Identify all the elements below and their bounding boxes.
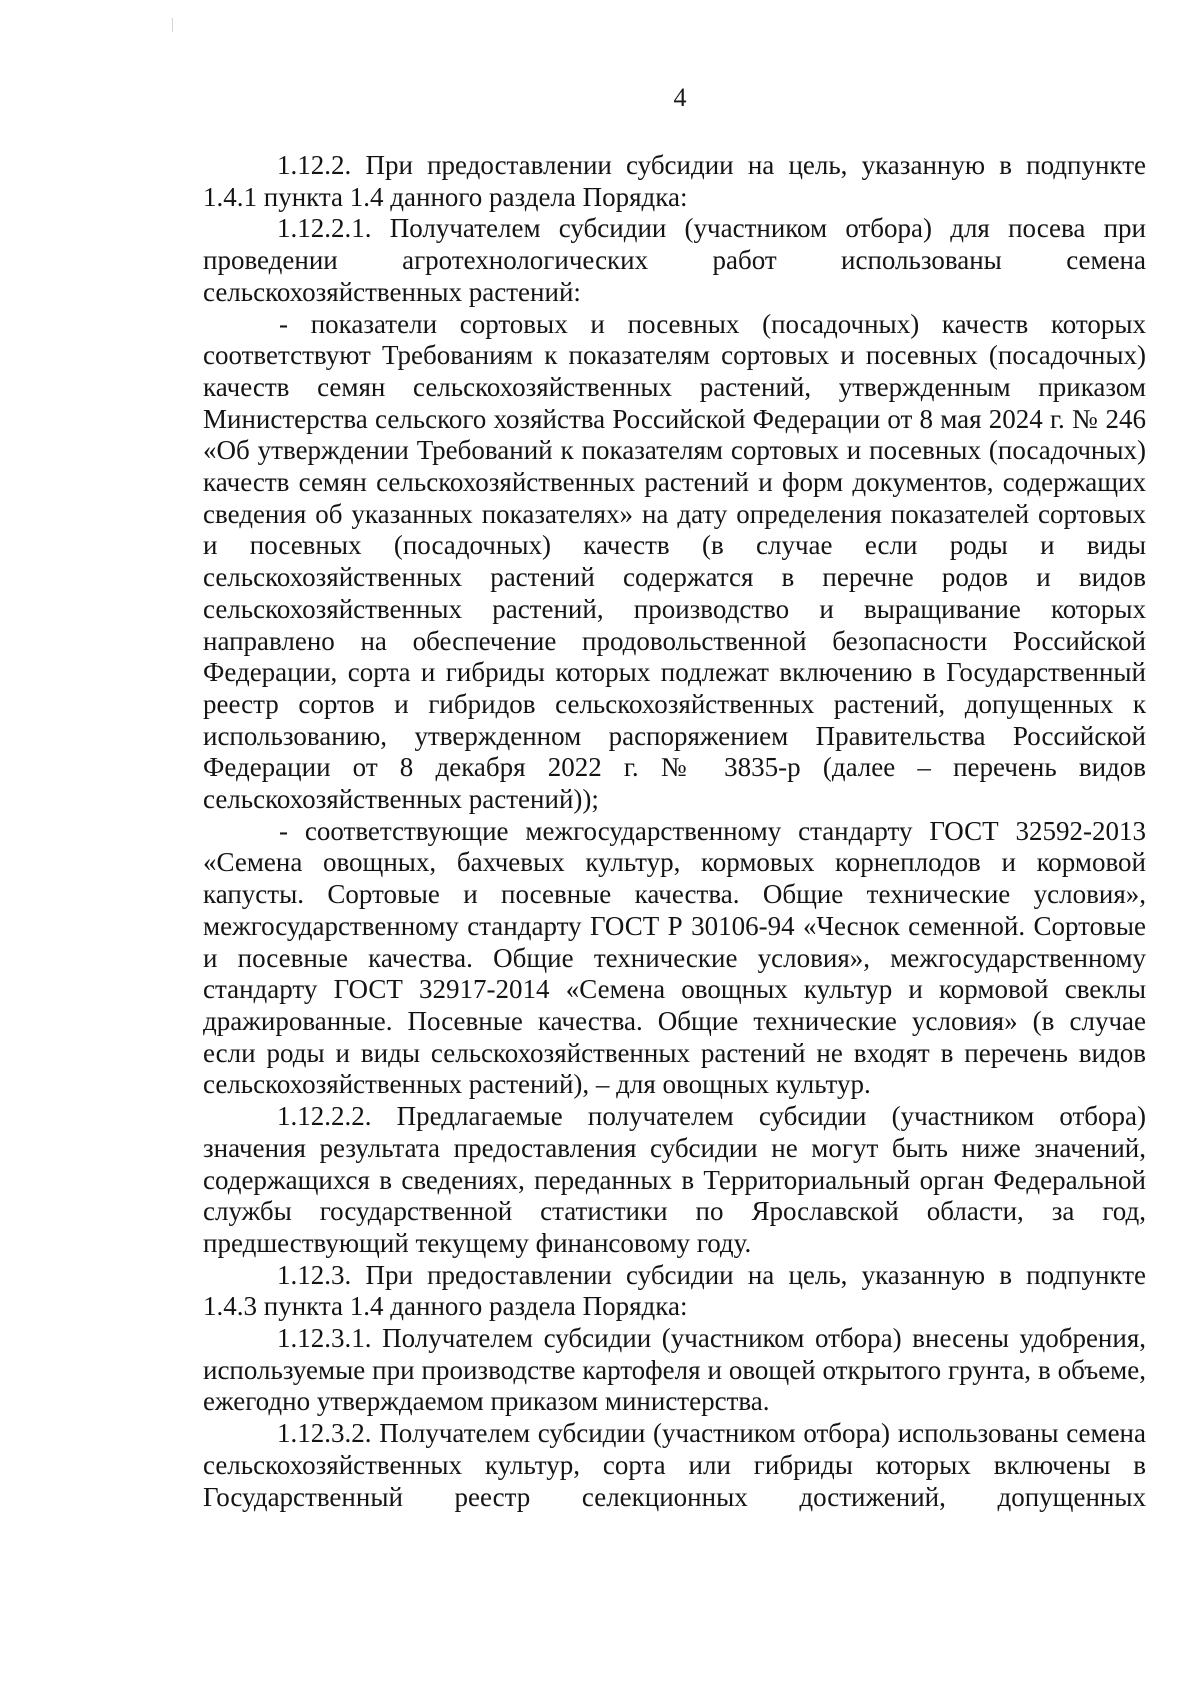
document-body (203, 150, 1146, 1513)
paragraph-1-12-3-1: 1.12.3.1. Получателем субсидии (участником отбора) внесены удобрения, используемые при производстве картофеля и овощей открытого грунта, в объеме, ежегодно утверждаемом приказом министерства. (203, 1323, 1146, 1417)
paragraph-1-12-2: 1.12.2. При предоставлении субсидии на цель, указанную в подпункте 1.4.1 пункта 1.4 данного раздела Порядка: (203, 150, 1146, 212)
paragraph-1-12-2-2: 1.12.2.2. Предлагаемые получателем субсидии (участником отбора) значения результата предоставления субсидии не могут быть ниже значений, содержащихся в сведениях, переданных в Территориальный орган Федеральной службы государственной статистики по Ярославской области, за год, предшествующий текущему финансовому году. (203, 1101, 1146, 1258)
scan-artifact (172, 18, 173, 32)
page-number: 4 (673, 83, 687, 112)
paragraph-1-12-2-1: 1.12.2.1. Получателем субсидии (участником отбора) для посева при проведении агротехнологических работ использованы семена сельскохозяйственных растений: (203, 213, 1146, 307)
paragraph-1-12-3-2: 1.12.3.2. Получателем субсидии (участником отбора) использованы семена сельскохозяйственных культур, сорта или гибриды которых включены в Государственный реестр селекционных достижений, допущенных (203, 1418, 1146, 1512)
list-item-gost-standards: - соответствующие межгосударственному стандарту ГОСТ 32592-2013 «Семена овощных, бахчевых культур, кормовых корнеплодов и кормовой капусты. Сортовые и посевные качества. Общие технические условия», межгосударственному стандарту ГОСТ Р 30106-94 «Чеснок семенной. Сортовые и посевные качества. Общие технические условия», межгосударственному стандарту ГОСТ 32917-2014 «Семена овощных культур и кормовой свеклы дражированные. Посевные качества. Общие технические условия» (в случае если роды и виды сельскохозяйственных растений не входят в перечень видов сельскохозяйственных растений), – для овощных культур. (203, 815, 1146, 1100)
paragraph-1-12-3: 1.12.3. При предоставлении субсидии на цель, указанную в подпункте 1.4.3 пункта 1.4 данного раздела Порядка: (203, 1259, 1146, 1322)
list-item-sort-quality: - показатели сортовых и посевных (посадочных) качеств которых соответствуют Требованиям к показателям сортовых и посевных (посадочных) качеств семян сельскохозяйственных растений, утвержденным приказом Министерства сельского хозяйства Российской Федерации от 8 мая 2024 г. № 246 «Об утверждении Требований к показателям сортовых и посевных (посадочных) качеств семян сельскохозяйственных растений и форм документов, содержащих сведения об указанных показателях» на дату определения показателей сортовых и посевных (посадочных) качеств (в случае если роды и виды сельскохозяйственных растений содержатся в перечне родов и видов сельскохозяйственных растений, производство и выращивание которых направлено на обеспечение продовольственной безопасности Российской Федерации, сорта и гибриды которых подлежат включению в Государственный реестр сортов и гибридов сельскохозяйственных растений, допущенных к использованию, утвержденном распоряжением Правительства Российской Федерации от 8 декабря 2022 г. № 3835-р (далее – перечень видов сельскохозяйственных растений)); (203, 308, 1146, 815)
